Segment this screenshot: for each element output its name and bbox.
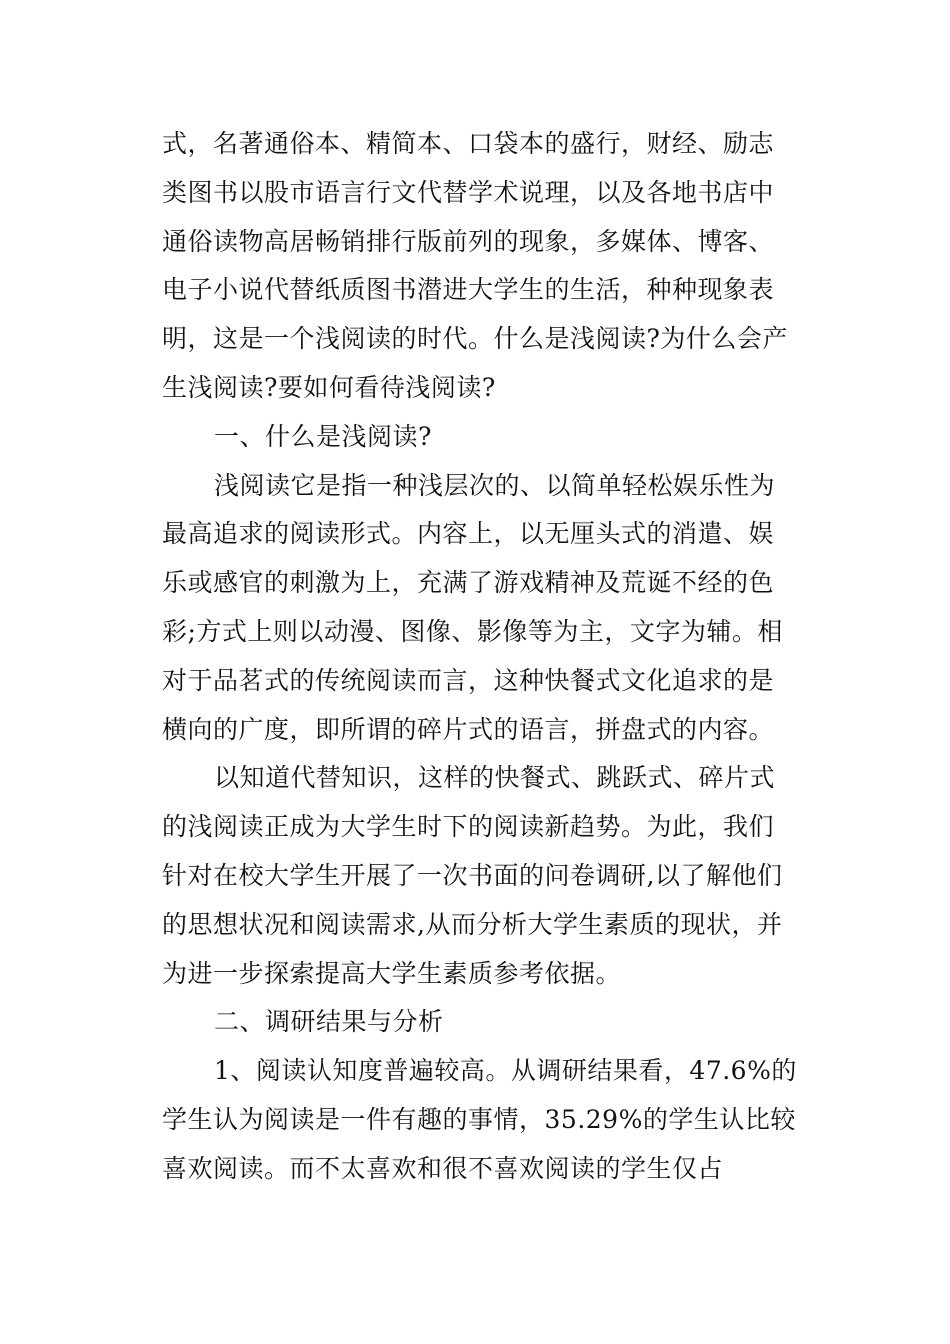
text-line: 式，名著通俗本、精简本、口袋本的盛行，财经、励志 <box>162 129 775 158</box>
text-line: 的浅阅读正成为大学生时下的阅读新趋势。为此，我们 <box>162 812 775 842</box>
text-line: 电子小说代替纸质图书潜进大学生的生活，种种现象表 <box>162 275 775 305</box>
text-line: 1、阅读认知度普遍较高。从调研结果看，47.6%的 <box>214 1056 797 1086</box>
text-line: 针对在校大学生开展了一次书面的问卷调研,以了解他们 <box>162 860 783 890</box>
text-line: 彩;方式上则以动漫、图像、影像等为主，文字为辅。相 <box>162 616 783 646</box>
text-line: 明，这是一个浅阅读的时代。什么是浅阅读?为什么会产 <box>162 324 788 354</box>
text-line: 最高追求的阅读形式。内容上，以无厘头式的消遣、娱 <box>162 519 775 549</box>
section-heading: 一、什么是浅阅读? <box>214 421 432 451</box>
body-text <box>162 120 797 1194</box>
text-line: 通俗读物高居畅销排行版前列的现象，多媒体、博客、 <box>162 226 775 256</box>
text-line: 乐或感官的刺激为上，充满了游戏精神及荒诞不经的色 <box>162 568 775 598</box>
text-line: 类图书以股市语言行文代替学术说理，以及各地书店中 <box>162 177 775 207</box>
text-line: 生浅阅读?要如何看待浅阅读? <box>162 372 496 402</box>
text-line: 的思想状况和阅读需求,从而分析大学生素质的现状，并 <box>162 909 783 939</box>
text-line: 浅阅读它是指一种浅层次的、以简单轻松娱乐性为 <box>214 470 776 500</box>
text-line: 对于品茗式的传统阅读而言，这种快餐式文化追求的是 <box>162 665 775 695</box>
section-heading: 二、调研结果与分析 <box>214 1007 444 1037</box>
text-line: 为进一步探索提高大学生素质参考依据。 <box>162 958 622 988</box>
text-line: 喜欢阅读。而不太喜欢和很不喜欢阅读的学生仅占 <box>162 1153 724 1183</box>
text-line: 以知道代替知识，这样的快餐式、跳跃式、碎片式 <box>214 763 776 793</box>
text-line: 横向的广度，即所谓的碎片式的语言，拼盘式的内容。 <box>162 714 775 744</box>
text-line: 学生认为阅读是一件有趣的事情，35.29%的学生认比较 <box>162 1104 796 1134</box>
